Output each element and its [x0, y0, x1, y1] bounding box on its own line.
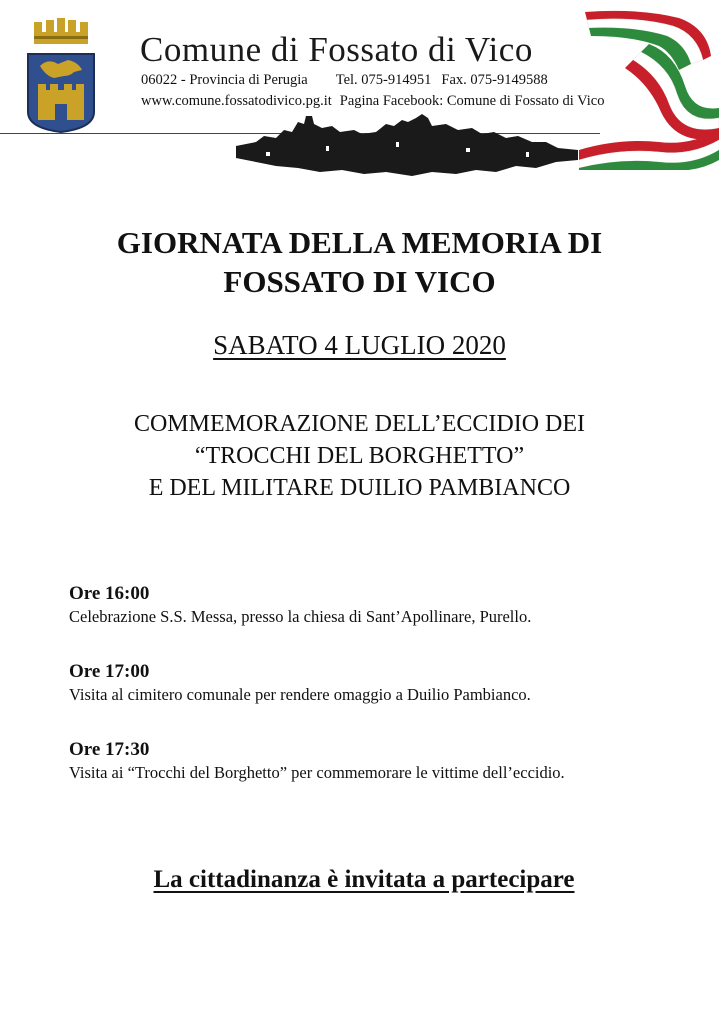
- schedule-description: Visita al cimitero comunale per rendere omaggio a Duilio Pambianco.: [69, 685, 531, 704]
- schedule-time: Ore 17:00: [69, 661, 150, 682]
- event-date: [0, 330, 719, 361]
- website-link[interactable]: www.comune.fossatodivico.pg.it: [141, 93, 332, 109]
- event-date-text: SABATO 4 LUGLIO 2020: [213, 330, 506, 360]
- schedule-time: Ore 17:30: [69, 739, 150, 760]
- schedule-item: [69, 582, 709, 660]
- province-text: 06022 - Provincia di Perugia: [141, 72, 308, 88]
- commemoration-heading: [0, 408, 719, 504]
- commemoration-line-3: E DEL MILITARE DUILIO PAMBIANCO: [148, 475, 571, 501]
- event-schedule: [69, 582, 709, 816]
- event-title-line-1: GIORNATA DELLA MEMORIA DI: [116, 225, 603, 260]
- telephone-text: Tel. 075-914951: [335, 72, 432, 88]
- commemoration-line-1: COMMEMORAZIONE DELL’ECCIDIO DEI: [133, 411, 586, 437]
- contact-line-web: [141, 93, 604, 110]
- schedule-description: Visita ai “Trocchi del Borghetto” per commemorare le vittime dell’eccidio.: [69, 763, 565, 782]
- schedule-time: Ore 16:00: [69, 583, 150, 604]
- facebook-page-text: Pagina Facebook: Comune di Fossato di Vico: [339, 93, 605, 109]
- town-skyline-icon: [236, 112, 578, 178]
- commemoration-line-2: “TROCCHI DEL BORGHETTO”: [194, 443, 525, 469]
- contact-line-address: [141, 72, 548, 89]
- letterhead: [0, 0, 719, 190]
- event-title: [0, 223, 719, 301]
- schedule-description: Celebrazione S.S. Messa, presso la chiesa di Sant’Apollinare, Purello.: [69, 607, 532, 626]
- schedule-item: [69, 738, 709, 816]
- municipal-crest-icon: [24, 16, 98, 134]
- event-title-line-2: FOSSATO DI VICO: [223, 264, 496, 299]
- town-name: Comune di Fossato di Vico: [140, 30, 533, 69]
- tricolor-ribbon-icon: [579, 0, 719, 170]
- schedule-item: [69, 660, 709, 738]
- invitation-text: La cittadinanza è invitata a partecipare: [153, 866, 575, 893]
- invitation-banner: [0, 866, 719, 894]
- fax-text: Fax. 075-9149588: [441, 72, 548, 88]
